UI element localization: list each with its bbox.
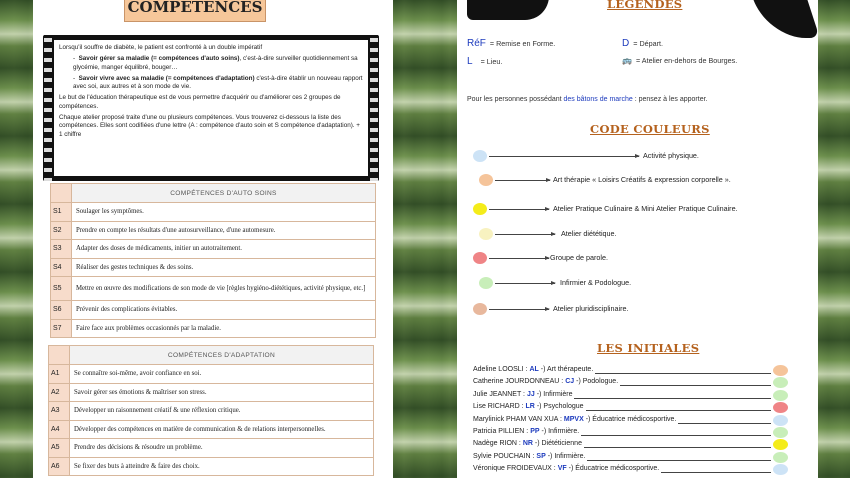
intro-bullet-2: - Savoir vivre avec sa maladie (= compétences d'adaptation) c'est-à-dire établir un nouveau rapport avec soi, aux autres et à son mode de vie. <box>73 74 363 91</box>
middle-background-strip <box>393 0 457 478</box>
table-row <box>49 439 374 458</box>
legend-page <box>457 0 818 478</box>
person-name: Adeline LOOSLI : <box>473 366 528 373</box>
bullet-2-bold: Savoir vivre avec sa maladie (= compétences d'adaptation) <box>78 74 255 82</box>
arrow-line <box>489 309 549 310</box>
person-role: -) Diététicienne <box>534 440 582 448</box>
table-row <box>51 258 376 277</box>
person-initials: CJ <box>565 378 575 386</box>
initials-row <box>473 428 579 435</box>
color-swatch <box>479 174 493 186</box>
role-color-dot <box>773 464 788 475</box>
auto-soins-header: COMPÉTENCES D'AUTO SOINS <box>72 184 376 203</box>
legend-key: D <box>622 38 630 49</box>
color-code-label: Infirmier & Podologue. <box>560 278 632 287</box>
color-swatch <box>473 303 487 315</box>
initials-row <box>473 440 582 447</box>
arrow-line <box>489 258 549 259</box>
table-row <box>51 221 376 240</box>
table-row <box>49 365 374 384</box>
color-code-label: Atelier Pratique Culinaire & Mini Atelier Pratique Culinaire. <box>553 204 738 213</box>
legend-sep: = <box>633 39 638 48</box>
role-color-dot <box>773 365 788 376</box>
competence-code: A2 <box>49 383 70 402</box>
bullet-1-bold: Savoir gérer sa maladie (= compétences d'auto soins) <box>78 55 240 63</box>
person-name: Catherine JOURDONNEAU : <box>473 378 564 386</box>
intro-list-paragraph: Chaque atelier proposé traite d'une ou plusieurs compétences. Vous trouverez ci-dessous la liste des compétences. Elles sont codifiées d'une lettre (A : compétence d'auto soin et S compétence d'adaptation). + 1 chiffre <box>59 114 360 138</box>
competence-code: A1 <box>49 365 70 384</box>
competence-code: S6 <box>51 301 72 320</box>
competence-code: S7 <box>51 319 72 338</box>
bullet-1-text: , c'est-à-dire surveiller quotidiennement sa glycémie, manger équilibré, bouger… <box>73 55 358 71</box>
table-row <box>49 457 374 476</box>
person-initials: MPVX <box>563 415 584 423</box>
role-color-dot <box>773 439 788 450</box>
person-name: Nadège RION : <box>473 440 521 448</box>
initials-row <box>473 465 659 472</box>
person-name: Véronique FROIDEVAUX : <box>473 465 556 473</box>
competence-text: Faire face aux problèmes occasionnés par la maladie. <box>72 319 376 338</box>
leader-line <box>678 423 771 424</box>
arrow-line <box>489 209 549 210</box>
person-initials: PP <box>530 428 540 435</box>
person-role: -) Infirmière <box>536 390 573 398</box>
role-color-dot <box>773 377 788 388</box>
color-code-label: Activité physique. <box>643 151 699 160</box>
note-text-end: : pensez à les apporter. <box>632 96 708 103</box>
table-row <box>51 277 376 301</box>
adaptation-table <box>48 345 374 476</box>
color-swatch <box>473 150 487 162</box>
competences-page <box>33 0 393 478</box>
competence-text: Se connaître soi-même, avoir confiance en soi. <box>70 365 374 384</box>
arrow-line <box>495 234 555 235</box>
walking-sticks-note <box>467 96 708 103</box>
competence-code: A5 <box>49 439 70 458</box>
leader-line <box>581 435 771 436</box>
table-row <box>51 203 376 222</box>
person-role: -) Psychologue <box>536 403 584 411</box>
legend-sep: = <box>489 39 495 48</box>
competence-text: Savoir gérer ses émotions & maîtriser son stress. <box>70 383 374 402</box>
leader-line <box>586 410 771 411</box>
legend-bus <box>622 56 737 65</box>
person-role: -) Infirmière. <box>547 452 586 460</box>
legend-sep: = <box>480 57 485 66</box>
competence-text: Adapter des doses de médicaments, initier un autotraitement. <box>72 240 376 259</box>
person-initials: LR <box>525 403 535 411</box>
leader-line <box>574 398 771 399</box>
legend-text: Remise en Forme. <box>496 39 556 48</box>
competence-code: S4 <box>51 258 72 277</box>
leader-line <box>587 460 771 461</box>
legend-depart <box>622 38 663 49</box>
legend-key: L <box>467 56 473 67</box>
arrow-line <box>495 180 550 181</box>
competence-text: Réaliser des gestes techniques & des soins. <box>72 258 376 277</box>
person-initials: SP <box>536 452 546 460</box>
film-holes-left <box>44 35 52 181</box>
initials-row <box>473 453 585 460</box>
competence-text: Soulager les symptômes. <box>72 203 376 222</box>
film-holes-right <box>370 35 378 181</box>
legend-text: Atelier en-dehors de Bourges. <box>641 56 738 65</box>
person-role: -) Podologue. <box>576 378 619 386</box>
table-row <box>51 301 376 320</box>
person-name: Julie JEANNET : <box>473 390 525 398</box>
person-initials: VF <box>557 465 567 473</box>
competence-code: A6 <box>49 457 70 476</box>
legend-key: RéF <box>467 38 486 49</box>
color-code-label: Atelier pluridisciplinaire. <box>553 304 629 313</box>
right-background-strip <box>818 0 850 478</box>
table-row <box>51 319 376 338</box>
color-swatch <box>473 203 487 215</box>
initials-row <box>473 366 593 373</box>
note-text: Pour les personnes possédant <box>467 96 564 103</box>
adaptation-header: COMPÉTENCES D'ADAPTATION <box>70 346 374 365</box>
legend-title: LEGENDES <box>607 0 683 11</box>
competence-code: A3 <box>49 402 70 421</box>
role-color-dot <box>773 390 788 401</box>
pointing-hand-right-icon <box>752 0 820 38</box>
intro-paragraph: Lorsqu'il souffre de diabète, le patient est confronté à un double impératif <box>59 44 263 51</box>
table-corner <box>51 184 72 203</box>
competence-code: S2 <box>51 221 72 240</box>
role-color-dot <box>773 427 788 438</box>
competence-text: Développer des compétences en matière de communication & de relations interpersonnelles. <box>70 420 374 439</box>
leader-line <box>661 472 771 473</box>
leader-line <box>584 447 771 448</box>
initials-row <box>473 391 572 398</box>
table-corner <box>49 346 70 365</box>
competence-text: Mettre en œuvre des modifications de son mode de vie [règles hygiéno-diététiques, activité physique, etc.] <box>72 277 376 301</box>
intro-goal-paragraph: Le but de l'éducation thérapeutique est de vous permettre d'acquérir ou d'améliorer ces 2 groupes de compétences. <box>59 94 341 110</box>
intro-bullet-1: - Savoir gérer sa maladie (= compétences d'auto soins), c'est-à-dire surveiller quotidiennement sa glycémie, manger équilibré, bouger… <box>73 55 358 71</box>
table-row <box>49 402 374 421</box>
table-row <box>49 383 374 402</box>
legend-ref <box>467 38 555 49</box>
pointing-hand-left-icon <box>467 0 549 20</box>
color-swatch <box>479 277 493 289</box>
legend-sep: = <box>635 56 641 65</box>
person-initials: JJ <box>526 390 535 398</box>
person-name: Lise RICHARD : <box>473 403 524 411</box>
competence-code: S1 <box>51 203 72 222</box>
competence-text: Prendre en compte les résultats d'une autosurveillance, d'une automesure. <box>72 221 376 240</box>
left-background-strip <box>0 0 33 478</box>
person-role: -) Éducatrice médicosportive. <box>568 465 660 473</box>
table-row <box>49 420 374 439</box>
color-code-label: Groupe de parole. <box>550 253 608 262</box>
person-role: -) Éducatrice médicosportive. <box>585 415 677 423</box>
initials-row <box>473 378 618 385</box>
competence-text: Se fixer des buts à atteindre & faire des choix. <box>70 457 374 476</box>
bus-icon: 🚌 <box>622 56 632 65</box>
competence-code: A4 <box>49 420 70 439</box>
role-color-dot <box>773 415 788 426</box>
role-color-dot <box>773 452 788 463</box>
color-swatch <box>479 228 493 240</box>
competence-text: Prendre des décisions & résoudre un problème. <box>70 439 374 458</box>
intro-text <box>54 40 368 176</box>
color-swatch <box>473 252 487 264</box>
initials-row <box>473 403 584 410</box>
bullet-2-text: c'est-à-dire établir un nouveau rapport avec soi, aux autres et à son mode de vie. <box>73 74 363 91</box>
person-role: -) Infirmière. <box>541 428 580 435</box>
person-name: Marylinick PHAM VAN XUA : <box>473 415 562 423</box>
intro-film-frame <box>43 35 379 181</box>
competence-text: Prévenir des complications évitables. <box>72 301 376 320</box>
competence-code: S3 <box>51 240 72 259</box>
arrow-line <box>489 156 639 157</box>
leader-line <box>620 385 771 386</box>
color-code-label: Art thérapie « Loisirs Créatifs & expression corporelle ». <box>553 175 731 184</box>
auto-soins-table <box>50 183 376 338</box>
initials-row <box>473 416 676 423</box>
note-highlight: des bâtons de marche <box>563 96 633 103</box>
color-code-title: CODE COULEURS <box>590 122 710 136</box>
legend-text: Lieu. <box>486 57 503 66</box>
leader-line <box>595 373 771 374</box>
person-name: Patricia PILLIEN : <box>473 428 529 435</box>
person-initials: AL <box>529 366 539 373</box>
color-code-label: Atelier diététique. <box>561 229 617 238</box>
arrow-line <box>495 283 555 284</box>
person-name: Sylvie POUCHAIN : <box>473 452 535 460</box>
legend-text: Départ. <box>639 39 664 48</box>
competence-text: Développer un raisonnement créatif & une réflexion critique. <box>70 402 374 421</box>
person-initials: NR <box>522 440 533 448</box>
person-role: -) Art thérapeute. <box>540 366 594 373</box>
role-color-dot <box>773 402 788 413</box>
competence-code: S5 <box>51 277 72 301</box>
initials-title: LES INITIALES <box>597 341 700 355</box>
legend-lieu <box>467 56 502 67</box>
table-row <box>51 240 376 259</box>
page-title: COMPETENCES <box>124 0 266 22</box>
